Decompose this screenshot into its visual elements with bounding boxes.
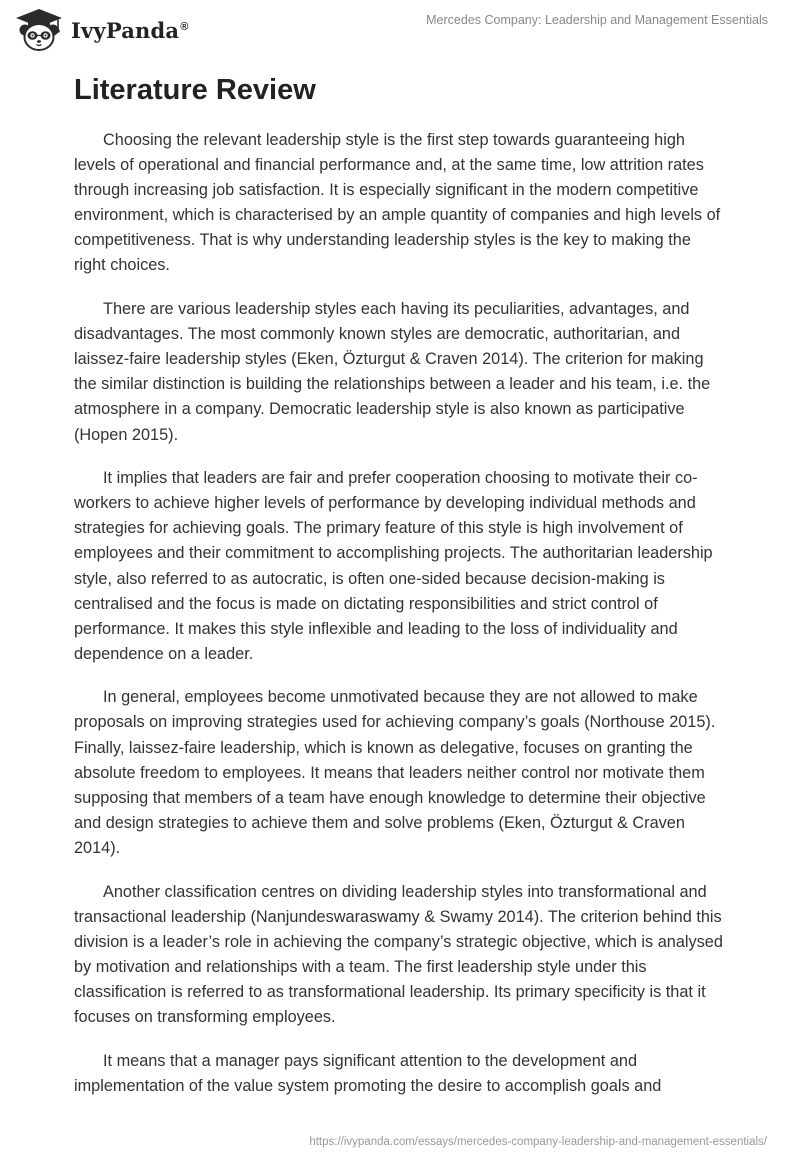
paragraph-1: Choosing the relevant leadership style is the first step towards guaranteeing high levels of operational and financial performance and, at the same time, low attrition rates through increasing job satisfaction. It is especially significant in the modern competitive environment, which is characterised by an ample quantity of companies and high levels of competitiveness. That is why understanding leadership styles is the key to making the right choices. — [74, 131, 721, 275]
source-url[interactable]: https://ivypanda.com/essays/mercedes-company-leadership-and-management-essentials/ — [309, 1136, 767, 1148]
section-heading: Literature Review — [74, 74, 316, 106]
registered-mark: ® — [180, 20, 189, 33]
article-body — [74, 72, 726, 1117]
paragraph-3: It implies that leaders are fair and prefer cooperation choosing to motivate their co-workers to achieve higher levels of performance by developing individual methods and strategies for achieving goals. The primary feature of this style is high involvement of employees and their commitment to accomplishing projects. The authoritarian leadership style, also referred to as autocratic, is often one-sided because decision-making is centralised and the focus is made on dictating responsibilities and strict control of performance. It makes this style inflexible and leading to the loss of individuality and dependence on a leader. — [74, 469, 713, 663]
paragraph-6: It means that a manager pays significant attention to the development and implementation of the value system promoting the desire to accomplish goals and — [74, 1051, 662, 1095]
paragraph-2: There are various leadership styles each having its peculiarities, advantages, and disadvantages. The most commonly known styles are democratic, authoritarian, and laissez-faire leadership styles (Eken, Özturgut & Craven 2014). The criterion for making the similar distinction is building the relationships between a leader and his team, i.e. the atmosphere in a company. Democratic leadership style is also known as participative (Hopen 2015). — [74, 300, 711, 444]
paragraph-4: In general, employees become unmotivated because they are not allowed to make proposals on improving strategies used for achieving company’s goals (Northouse 2015). Finally, laissez-faire leadership, which is known as delegative, focuses on granting the absolute freedom to employees. It means that leaders neither control nor motivate them supposing that members of a team have enough knowledge to determine their objective and design strategies to achieve them and solve problems (Eken, Özturgut & Craven 2014). — [74, 688, 716, 857]
document-title: Mercedes Company: Leadership and Management Essentials — [426, 13, 768, 27]
brand-name — [71, 18, 189, 43]
panda-graduate-icon — [14, 8, 64, 52]
ivypanda-logo[interactable] — [14, 8, 189, 52]
brand-name-text: IvyPanda — [71, 17, 180, 43]
page-header — [0, 0, 800, 70]
paragraph-5: Another classification centres on dividing leadership styles into transformational and transactional leadership (Nanjundeswaraswamy & Swamy 2014). The criterion behind this division is a leader’s role in achieving the company’s strategic objective, which is analysed by motivation and relationships with a team. The first leadership style under this classification is referred to as transformational leadership. Its primary specificity is that it focuses on transforming employees. — [74, 882, 723, 1026]
